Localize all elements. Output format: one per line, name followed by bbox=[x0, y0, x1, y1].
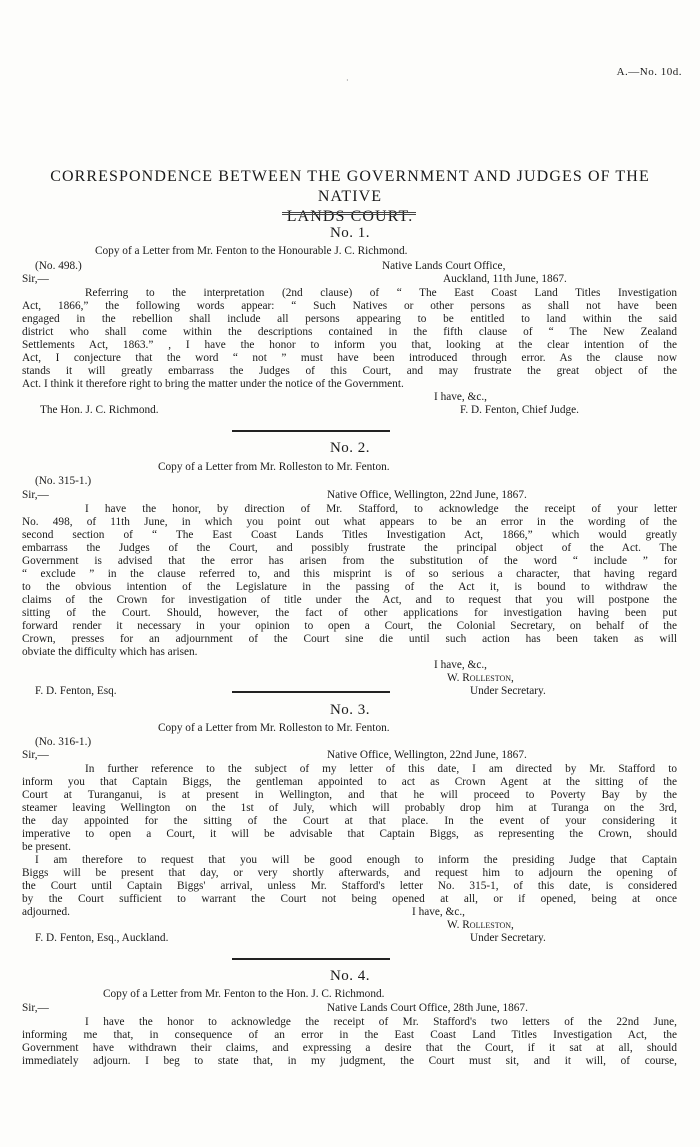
letter-3-salutation: Sir,— bbox=[22, 749, 49, 761]
letter-3-heading: Copy of a Letter from Mr. Rolleston to Mr. Fenton. bbox=[158, 722, 390, 734]
letter-2-body-line: sitting of the Court. Should, however, the fact of other applications for investigation having been put bbox=[22, 607, 677, 619]
letter-1-heading: Copy of a Letter from Mr. Fenton to the Honourable J. C. Richmond. bbox=[95, 245, 408, 257]
letter-1-body-line: district who shall come within the descriptions contained in the fifth clause of “ The New Zealand bbox=[22, 326, 677, 338]
letter-4-salutation: Sir,— bbox=[22, 1002, 49, 1014]
letter-3-number: No. 3. bbox=[329, 702, 371, 718]
letter-3-addressee: F. D. Fenton, Esq., Auckland. bbox=[35, 932, 169, 944]
letter-3-body-line: be present. bbox=[22, 841, 71, 853]
title-line-1: CORRESPONDENCE BETWEEN THE GOVERNMENT AND JUDGES OF THE NATIVE bbox=[50, 168, 650, 205]
letter-3-signature-title: Under Secretary. bbox=[470, 932, 546, 944]
document-title bbox=[30, 167, 670, 227]
print-speck: · bbox=[346, 76, 349, 85]
letter-3-body-line: the Court until Captain Biggs' arrival, unless Mr. Stafford's letter No. 315-1, of this date, is considered bbox=[22, 880, 677, 892]
letter-3-body-line: In further reference to the subject of my letter of this date, I am directed by Mr. Stafford to bbox=[85, 763, 677, 775]
letter-3-closing: I have, &c., bbox=[412, 906, 466, 918]
letter-2-ref: (No. 315-1.) bbox=[35, 475, 92, 487]
letter-3-signature: W. Rolleston, bbox=[447, 919, 514, 931]
letter-3-body-line: inform you that Captain Biggs, the gentleman appointed to act as Crown Agent at the sitting of the bbox=[22, 776, 677, 788]
title-line-2: LANDS COURT. bbox=[286, 208, 414, 225]
letter-3-ref: (No. 316-1.) bbox=[35, 736, 92, 748]
letter-1-addressee: The Hon. J. C. Richmond. bbox=[40, 404, 159, 416]
letter-2-body-line: embarrass the Judges of the Court, and possibly frustrate the principal object of the Act. The bbox=[22, 542, 677, 554]
letter-1-salutation: Sir,— bbox=[22, 273, 49, 285]
letter-4-number: No. 4. bbox=[329, 968, 371, 984]
letter-1-body-line: engaged in the rebellion shall include all persons appearing to be entitled to land within the said bbox=[22, 313, 677, 325]
letter-4-body-line: informing me that, in consequence of an error in the East Coast Land Titles Investigation Act, the bbox=[22, 1029, 677, 1041]
letter-1-body-line: Act, I conjecture that the word “ not ” must have been introduced through error. As the clause now bbox=[22, 352, 677, 364]
letter-4-body-line: I have the honor to acknowledge the receipt of Mr. Stafford's two letters of the 22nd June, bbox=[85, 1016, 677, 1028]
letter-2-addressee: F. D. Fenton, Esq. bbox=[35, 685, 117, 697]
letter-2-body-line: Crown, presses for an adjournment of the Court sine die until such action has been taken as will bbox=[22, 633, 677, 645]
letter-2-body-line: to the obvious intention of the Legislature in the passing of the Act it, is bound to withdraw the bbox=[22, 581, 677, 593]
letter-2-signature: W. Rolleston, bbox=[447, 672, 514, 684]
letter-1-body-line: Act. I think it therefore right to bring the matter under the notice of the Government. bbox=[22, 378, 404, 390]
letter-2-signature-title: Under Secretary. bbox=[470, 685, 546, 697]
letter-3-body-line: by the Court sufficient to warrant the Court not being opened at all, or if opened, being at once bbox=[22, 893, 677, 905]
letter-2-body-line: obviate the difficulty which has arisen. bbox=[22, 646, 198, 658]
letter-2-place-date: Native Office, Wellington, 22nd June, 1867. bbox=[327, 489, 527, 501]
letter-1-ref: (No. 498.) bbox=[35, 260, 82, 272]
letter-3-body-line: imperative to open a Court, it will be advisable that Captain Biggs, as representing the Crown, should bbox=[22, 828, 677, 840]
letter-2-body-line: second section of “ The East Coast Lands Titles Investigation Act, 1866,” which would greatly bbox=[22, 529, 677, 541]
letter-2-body-line: I have the honor, by direction of Mr. Stafford, to acknowledge the receipt of your letter bbox=[85, 503, 677, 515]
section-rule bbox=[232, 430, 390, 432]
letter-2-number: No. 2. bbox=[329, 440, 371, 456]
letter-4-place-date: Native Lands Court Office, 28th June, 1867. bbox=[327, 1002, 528, 1014]
letter-3-body-line: Biggs will be present that day, or very shortly afterwards, and request him to adjourn the opening of bbox=[22, 867, 677, 879]
letter-1-body-line: stands it will greatly embarrass the Judges of this Court, and may frustrate the great object of the bbox=[22, 365, 677, 377]
letter-4-heading: Copy of a Letter from Mr. Fenton to the Hon. J. C. Richmond. bbox=[103, 988, 385, 1000]
page-reference: A.—No. 10d. bbox=[616, 66, 682, 78]
section-rule bbox=[232, 691, 390, 693]
letter-2-body-line: “ exclude ” in the clause referred to, and this misprint is of so serious a character, that having regard bbox=[22, 568, 677, 580]
letter-3-body-line: Court at Turanganui, is at present in Wellington, and that he will proceed to Poverty Bay by the bbox=[22, 789, 677, 801]
letter-4-body-line: Government have withdrawn their claims, and expressing a desire that the Court, if it sat at all, should bbox=[22, 1042, 677, 1054]
letter-2-body-line: forward render it necessary in your opinion to open a Court, the Colonial Secretary, on behalf of the bbox=[22, 620, 677, 632]
letter-3-body-line: the day appointed for the sitting of the Court at that place. In the event of your considering it bbox=[22, 815, 677, 827]
title-rule bbox=[282, 212, 416, 215]
letter-4-body-line: immediately adjourn. I beg to state that, in my judgment, the Court must sit, and it will, of course, bbox=[22, 1055, 677, 1067]
letter-2-closing: I have, &c., bbox=[434, 659, 488, 671]
letter-1-number: No. 1. bbox=[329, 225, 371, 241]
letter-1-closing: I have, &c., bbox=[434, 391, 488, 403]
letter-2-body-line: No. 498, of 11th June, in which you point out what appears to be an error in the wording of the bbox=[22, 516, 677, 528]
section-rule bbox=[232, 958, 390, 960]
letter-3-body-line: adjourned. bbox=[22, 906, 70, 918]
letter-2-salutation: Sir,— bbox=[22, 489, 49, 501]
letter-3-body-line: I am therefore to request that you will be good enough to inform the presiding Judge that Captain bbox=[35, 854, 677, 866]
letter-1-body-line: Referring to the interpretation (2nd clause) of “ The East Coast Land Titles Investigation bbox=[85, 287, 677, 299]
letter-3-body-line: steamer leaving Wellington on the 1st of July, which will probably drop him at Turanga on the 3rd, bbox=[22, 802, 677, 814]
letter-1-place-date: Auckland, 11th June, 1867. bbox=[443, 273, 567, 285]
letter-1-body-line: Act, 1866,” the following words appear: “ Such Natives or other persons as shall not have been bbox=[22, 300, 677, 312]
letter-2-body-line: Government is advised that the error has arisen from the substitution of the word “ include ” for bbox=[22, 555, 677, 567]
letter-2-heading: Copy of a Letter from Mr. Rolleston to Mr. Fenton. bbox=[158, 461, 390, 473]
letter-1-signature: F. D. Fenton, Chief Judge. bbox=[460, 404, 579, 416]
letter-1-address: Native Lands Court Office, bbox=[382, 260, 506, 272]
letter-2-body-line: claims of the Crown for investigation of title under the Act, and to request that you will postpone the bbox=[22, 594, 677, 606]
letter-1-body-line: Settlements Act, 1863.” , I have the honor to inform you that, looking at the clear intention of the bbox=[22, 339, 677, 351]
letter-3-place-date: Native Office, Wellington, 22nd June, 1867. bbox=[327, 749, 527, 761]
